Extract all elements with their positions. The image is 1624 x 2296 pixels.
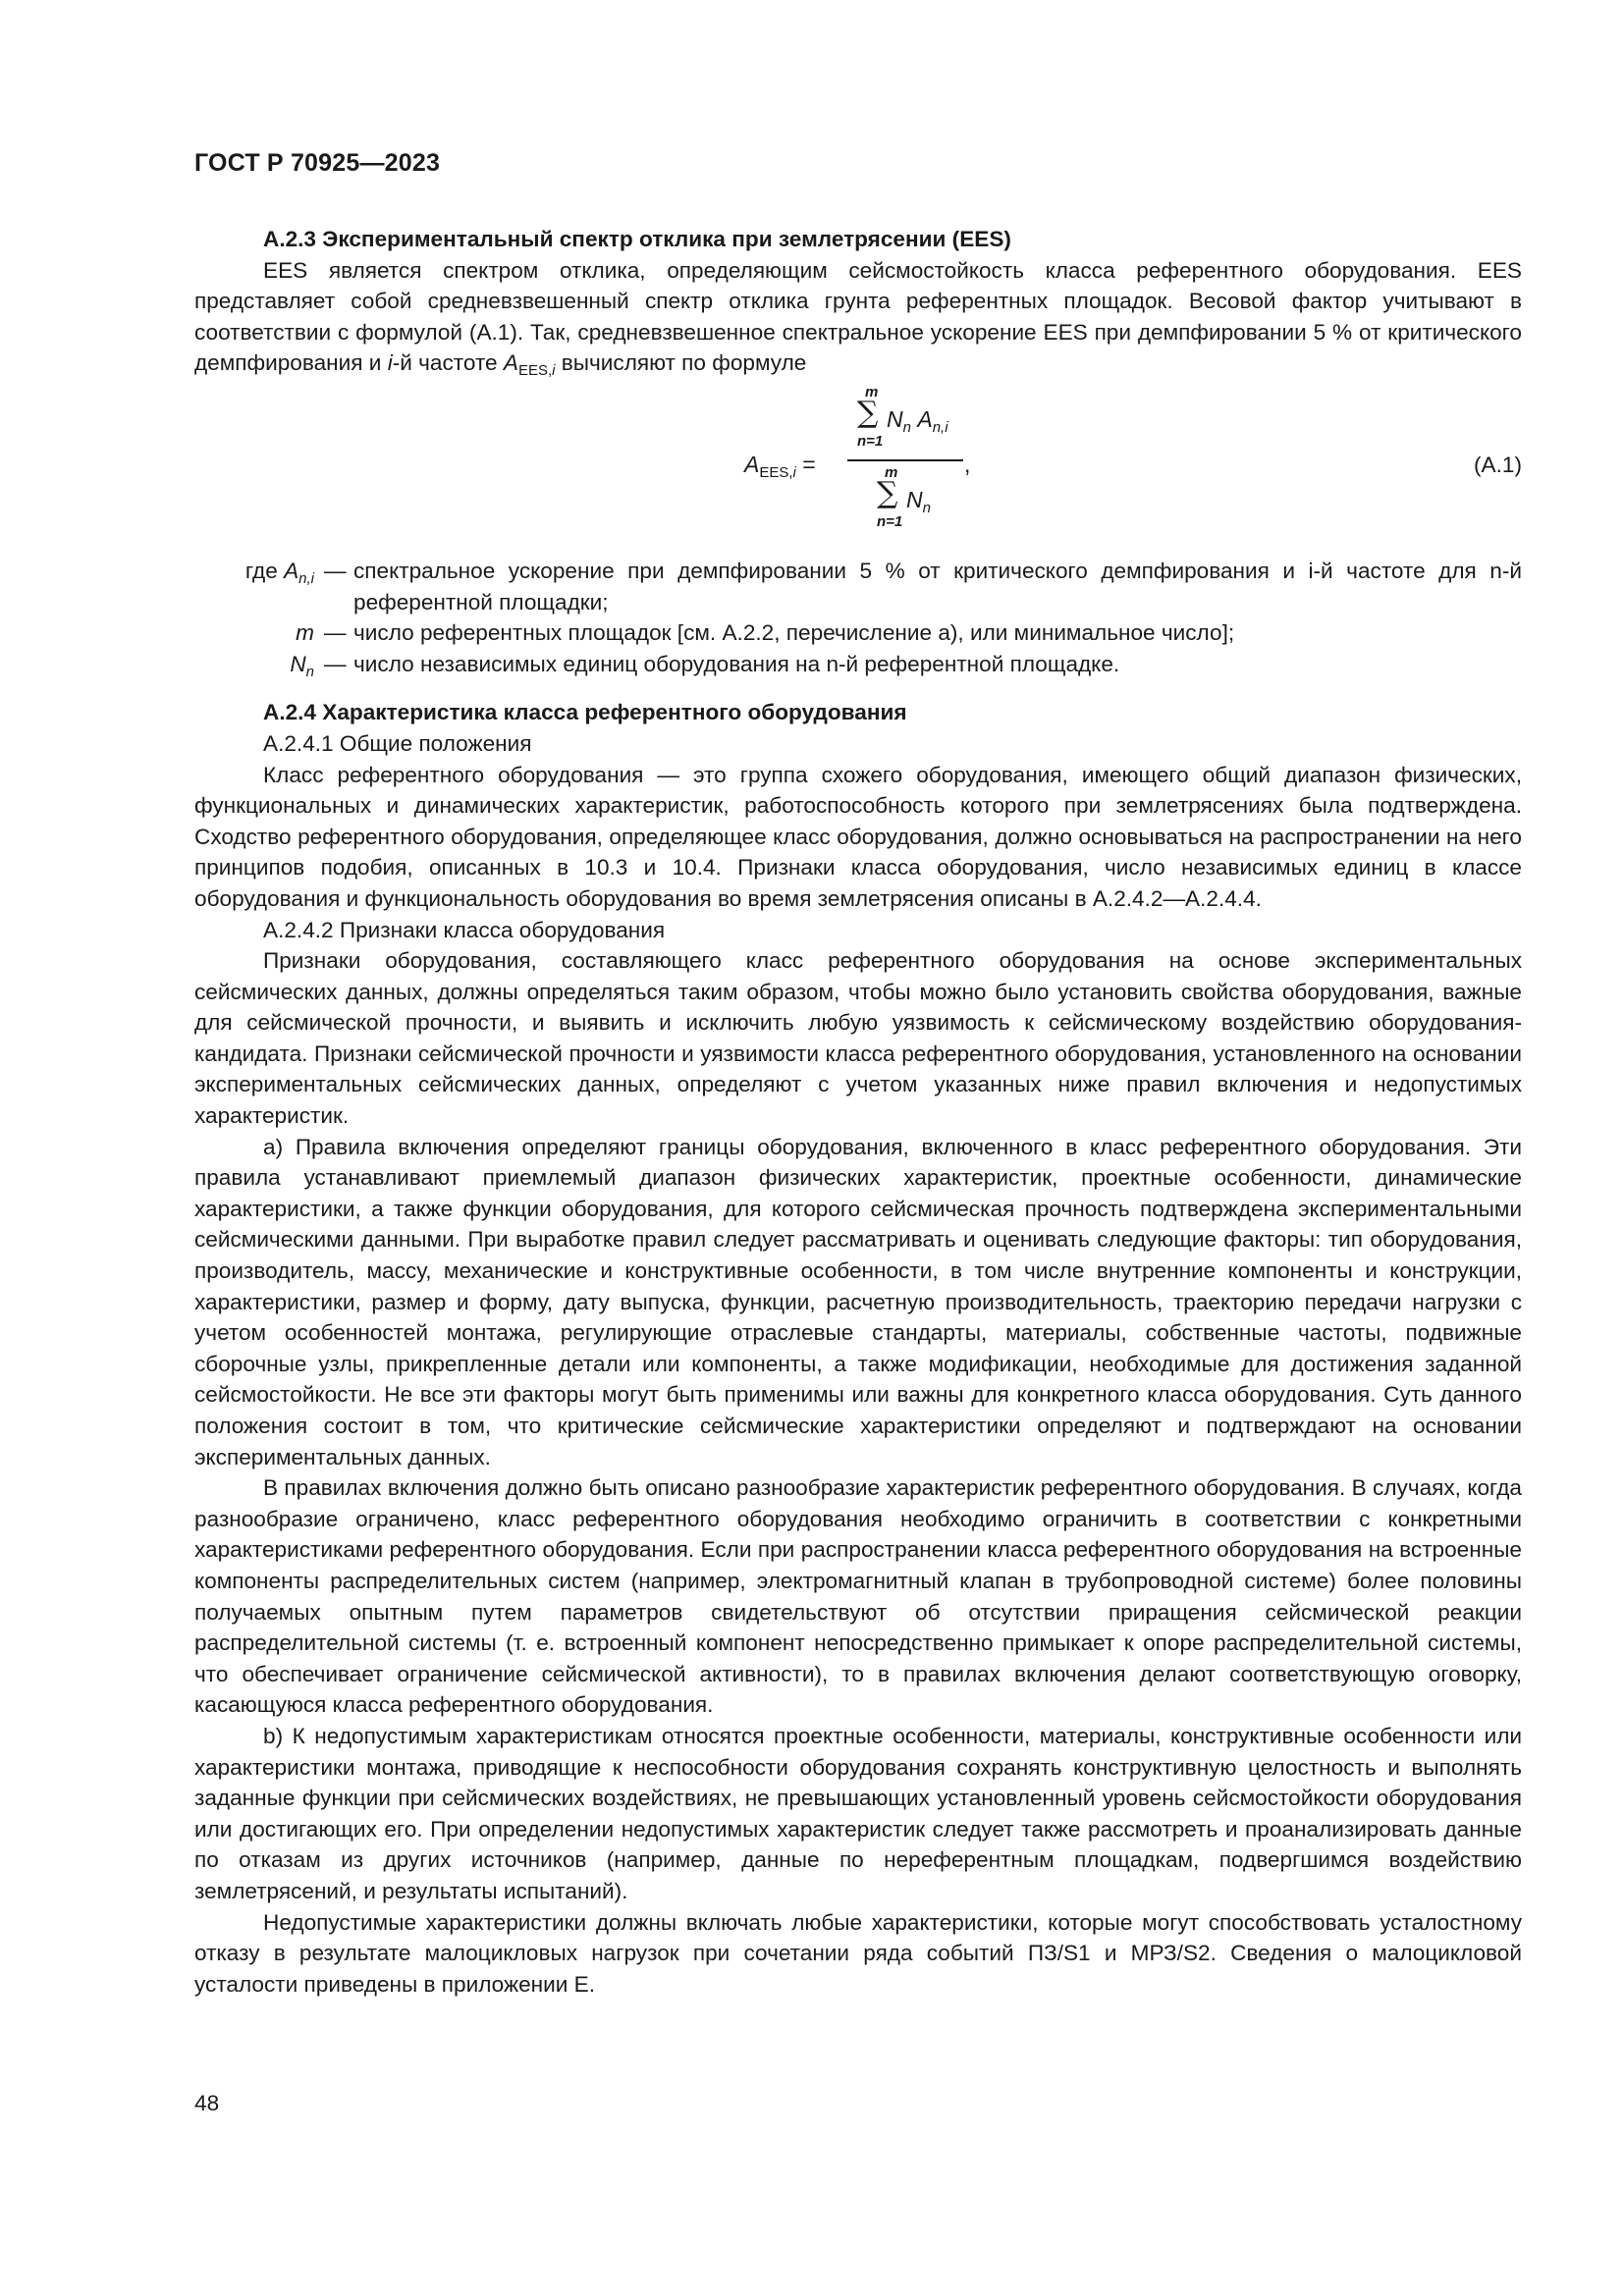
- definition-symbol-a: A: [284, 558, 299, 583]
- formula-lhs-sub-text: EES,: [759, 463, 793, 481]
- definition-text: число референтных площадок [см. А.2.2, перечисление а), или минимальное число];: [353, 620, 1235, 646]
- formula-comma: ,: [964, 451, 971, 477]
- para-sub-text: EES,: [517, 362, 553, 380]
- num-n: N: [887, 405, 903, 432]
- sum-lower-limit-den: n=1: [877, 512, 903, 530]
- formula-a1: [194, 385, 1522, 542]
- formula-equals: =: [795, 451, 816, 477]
- para-var-i: i: [387, 350, 393, 376]
- denominator-terms: [906, 485, 931, 516]
- document-code-header: ГОСТ Р 70925—2023: [194, 149, 441, 177]
- equation-number: (А.1): [1474, 452, 1522, 477]
- definition-symbol-sub: n,i: [298, 569, 314, 587]
- formula-lhs-sub-i: i: [792, 463, 796, 481]
- para-text-mid: -й частоте: [392, 350, 504, 376]
- definition-text: число независимых единиц оборудования на n-й референтной площадке.: [353, 651, 1120, 676]
- sigma-icon: ∑: [857, 395, 879, 430]
- paragraph-inclusion-diversity: В правилах включения должно быть описано разнообразие характеристик референтного оборудования. В случаях, когда разнообразие ограничено, класс референтного оборудования необходимо ограничить в соответствии с конкретными характеристиками референтного оборудования. Если при распространении класса референтного оборудования на встроенные компоненты распределительных систем (например, электромагнитный клапан в трубопроводной системе) более половины получаемых опытным путем параметров свидетельствуют об отсутствии приращения сейсмической реакции распределительной системы (т. е. встроенный компонент непосредственно примыкает к опоре распределительной системы, что обеспечивает ограничение сейсмической активности), то в правилах включения делают соответствующую оговорку, касающуюся класса референтного оборудования.: [194, 1475, 1522, 1718]
- paragraph-class-definition: Класс референтного оборудования — это группа схожего оборудования, имеющего общий диапазон физических, функциональных и динамических характеристик, работоспособность которого при землетрясениях была подтверждена. Сходство референтного оборудования, определяющее класс оборудования, должно основываться на распространении на него принципов подобия, описанных в 10.3 и 10.4. Признаки класса оборудования, число независимых единиц в классе оборудования и функциональность оборудования во время землетрясения описаны в А.2.4.2—А.2.4.4.: [194, 762, 1522, 911]
- num-a: A: [917, 405, 933, 432]
- para-sub: [518, 362, 556, 379]
- paragraph-unacceptable-characteristics: b) К недопустимым характеристикам относятся проектные особенности, материалы, конструктивные особенности или характеристики монтажа, приводящие к неспособности оборудования сохранять конструктивную целостность и выполнять заданные функции при сейсмических воздействиях, не превышающих установленный уровень сейсмостойкости оборудования или достигающих его. При определении недопустимых характеристик следует также рассмотреть и проанализировать данные по отказам из других источников (например, данные по нереферентным площадкам, подвергшимся воздействию землетрясений, и результаты испытаний).: [194, 1723, 1522, 1903]
- definition-symbol: [194, 617, 324, 649]
- num-a-sub: n,i: [932, 418, 948, 436]
- definition-symbol: [194, 556, 324, 617]
- page-content: [194, 224, 1522, 2000]
- den-n-sub: n: [922, 499, 931, 516]
- sum-upper-limit: m: [865, 383, 879, 400]
- section-a23-heading: А.2.3 Экспериментальный спектр отклика при землетрясении (EES): [263, 227, 1011, 251]
- para-text: EES является спектром отклика, определяющим сейсмостойкость класса референтного оборудования. EES представляет собой средневзвешенный спектр отклика грунта референтных площадок. Весовой фактор учитывают в соответствии с формулой (А.1). Так, средневзвешенное спектральное ускорение EES при демпфировании 5 % от критического демпфирования и: [194, 257, 1522, 376]
- num-n-sub: n: [902, 418, 911, 436]
- formula-numerator: [847, 385, 965, 455]
- sum-upper-limit-den: m: [885, 463, 898, 481]
- paragraph-fatigue: Недопустимые характеристики должны включать любые характеристики, которые могут способствовать усталостному отказу в результате малоцикловых нагрузок при сочетании ряда событий ПЗ/S1 и МРЗ/S2. Сведения о малоцикловой усталости приведены в приложении Е.: [194, 1909, 1522, 1997]
- formula-lhs-sub: [759, 464, 796, 481]
- definition-dash: —: [324, 558, 347, 583]
- definition-n-n: [194, 649, 1522, 680]
- numerator-terms: [887, 404, 948, 436]
- definition-symbol-n: N: [290, 651, 306, 676]
- definition-a-ni: [194, 556, 1522, 617]
- para-text-end: вычисляют по формуле: [555, 350, 807, 376]
- formula-denominator: [847, 463, 965, 542]
- definition-dash: —: [324, 620, 347, 646]
- sum-lower-limit: n=1: [857, 432, 884, 450]
- paragraph-inclusion-rules: a) Правила включения определяют границы оборудования, включенного в класс референтного оборудования. Эти правила устанавливают приемлемый диапазон физических характеристик, проектные особенности, динамические характеристики, а также функции оборудования, для которого сейсмическая прочность подтверждена экспериментальными сейсмическими данными. При выработке правил следует рассматривать и оценивать следующие факторы: тип оборудования, производитель, массу, механические и конструктивные особенности, в том числе внутренние компоненты и конструкции, характеристики, размер и форму, дату выпуска, функции, расчетную производительность, траекторию передачи нагрузки с учетом особенностей монтажа, регулирующие отраслевые стандарты, материалы, собственные частоты, подвижные сборочные узлы, прикрепленные детали или компоненты, а также модификации, необходимые для достижения заданной сейсмостойкости. Не все эти факторы могут быть применимы или важны для конкретного класса оборудования. Суть данного положения состоит в том, что критические сейсмические характеристики определяют и подтверждают на основании экспериментальных данных.: [194, 1134, 1522, 1469]
- section-a23-paragraph: [194, 255, 1522, 379]
- formula-definitions: [194, 556, 1522, 679]
- para-var-a: A: [503, 350, 518, 376]
- definition-dash: —: [324, 651, 347, 676]
- subsection-a242-title: А.2.4.2 Признаки класса оборудования: [263, 917, 666, 942]
- page-number: 48: [194, 2091, 220, 2115]
- definition-prefix: где: [244, 558, 285, 583]
- definition-symbol: [194, 649, 324, 680]
- sigma-icon-den: ∑: [877, 475, 898, 510]
- fraction-bar: [847, 459, 963, 461]
- definition-m: [194, 617, 1522, 649]
- paragraph-class-features: Признаки оборудования, составляющего класс референтного оборудования на основе экспериментальных сейсмических данных, должны определяться таким образом, чтобы можно было установить свойства оборудования, важные для сейсмической прочности, и выявить и исключить любую уязвимость к сейсмическому воздействию оборудования-кандидата. Признаки сейсмической прочности и уязвимости класса референтного оборудования, установленного на основании экспериментальных сейсмических данных, определяют с учетом указанных ниже правил включения и недопустимых характеристик.: [194, 948, 1522, 1129]
- formula-lhs: [744, 450, 816, 481]
- subsection-a241-title: А.2.4.1 Общие положения: [263, 730, 532, 756]
- den-n: N: [906, 486, 923, 512]
- para-sub-i: i: [552, 362, 556, 380]
- formula-fraction: [847, 385, 965, 542]
- definition-text: спектральное ускорение при демпфировании 5 % от критического демпфирования и i-й частоте для n-й референтной площадки;: [353, 558, 1522, 614]
- definition-symbol-m: m: [296, 620, 314, 646]
- formula-lhs-a: A: [744, 451, 760, 477]
- definition-symbol-sub: n: [305, 663, 314, 680]
- section-a24-heading: А.2.4 Характеристика класса референтного оборудования: [263, 700, 907, 725]
